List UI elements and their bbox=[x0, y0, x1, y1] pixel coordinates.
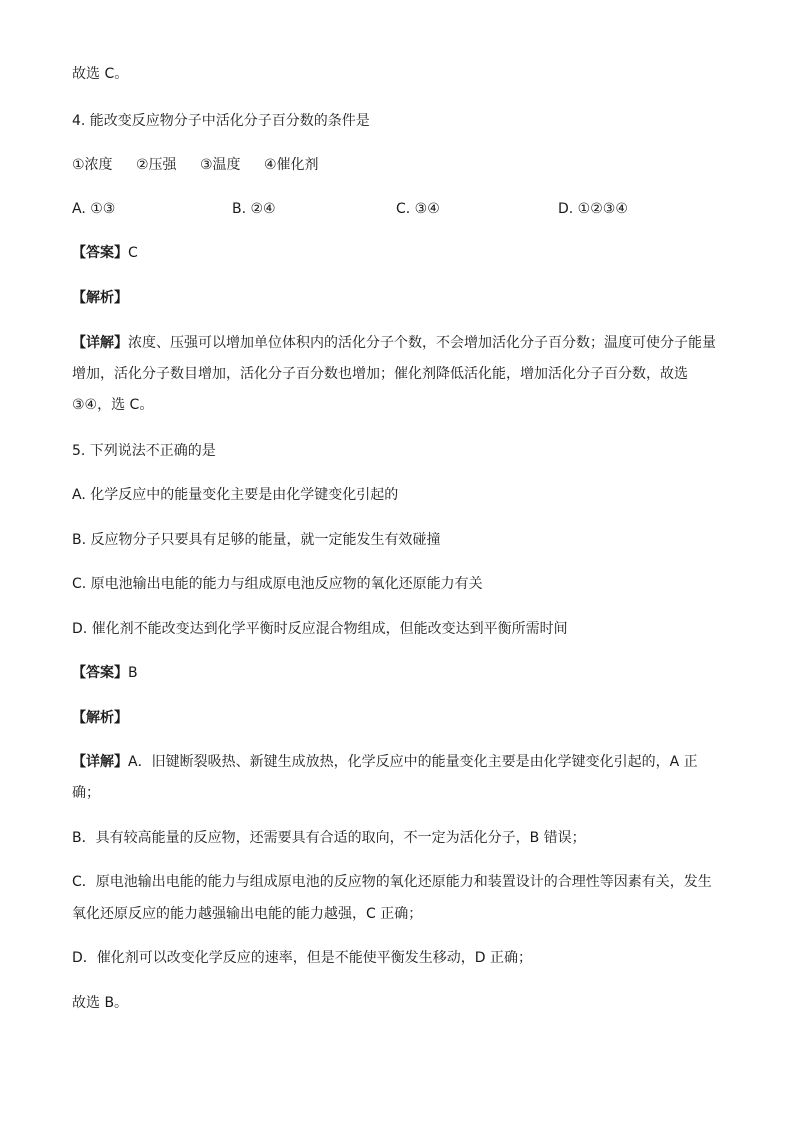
q5-detail-line-6: D．催化剂可以改变化学反应的速率，但是不能使平衡发生移动，D 正确； bbox=[72, 950, 533, 966]
q5-analysis-tag bbox=[72, 708, 128, 728]
q4-option-d: D. ①②③④ bbox=[558, 201, 628, 217]
previous-conclusion: 故选 C。 bbox=[72, 66, 129, 82]
q4-condition-1: ①浓度 bbox=[72, 157, 113, 173]
q5-detail-line-2: 确； bbox=[72, 785, 100, 801]
q5-answer-value: B bbox=[128, 665, 138, 681]
q5-detail-tag: 【详解】 bbox=[72, 754, 128, 770]
q5-detail-line-5: 氧化还原反应的能力越强输出电能的能力越强，C 正确； bbox=[72, 906, 423, 922]
q4-detail-text-1: 浓度、压强可以增加单位体积内的活化分子个数，不会增加活化分子百分数；温度可使分子能量 bbox=[128, 335, 716, 351]
q4-option-a: A. ①③ bbox=[72, 201, 116, 217]
q5-detail-line-4: C．原电池输出电能的能力与组成原电池的反应物的氧化还原能力和装置设计的合理性等因素有关，发生 bbox=[72, 874, 712, 890]
q5-answer-tag: 【答案】 bbox=[72, 665, 128, 681]
q5-detail-text-1: A．旧键断裂吸热、新键生成放热，化学反应中的能量变化主要是由化学键变化引起的，A 正 bbox=[128, 754, 698, 770]
q5-option-a: A. 化学反应中的能量变化主要是由化学键变化引起的 bbox=[72, 487, 399, 503]
q5-option-b: B. 反应物分子只要具有足够的能量，就一定能发生有效碰撞 bbox=[72, 532, 441, 548]
q4-condition-4: ④催化剂 bbox=[264, 157, 319, 173]
q4-condition-3: ③温度 bbox=[200, 157, 241, 173]
q4-answer-tag: 【答案】 bbox=[72, 245, 128, 261]
question-4-stem: 4. 能改变反应物分子中活化分子百分数的条件是 bbox=[72, 113, 370, 129]
q4-option-b: B. ②④ bbox=[232, 201, 276, 217]
q5-detail-line-1 bbox=[72, 752, 698, 772]
question-5-stem: 5. 下列说法不正确的是 bbox=[72, 443, 216, 459]
q4-detail-line-1 bbox=[72, 333, 716, 353]
q4-detail-line-3: ③④，选 C。 bbox=[72, 397, 154, 413]
q4-detail-line-2: 增加，活化分子数目增加，活化分子百分数也增加；催化剂降低活化能，增加活化分子百分数，故选 bbox=[72, 366, 688, 382]
q4-detail-tag: 【详解】 bbox=[72, 335, 128, 351]
q4-analysis-label: 【解析】 bbox=[72, 290, 128, 306]
q4-option-c: C. ③④ bbox=[396, 201, 440, 217]
q4-answer-value: C bbox=[128, 245, 138, 261]
q5-analysis-label: 【解析】 bbox=[72, 710, 128, 726]
q4-analysis-tag bbox=[72, 288, 128, 308]
q5-option-c: C. 原电池输出电能的能力与组成原电池反应物的氧化还原能力有关 bbox=[72, 576, 483, 592]
q5-detail-line-3: B．具有较高能量的反应物，还需要具有合适的取向，不一定为活化分子，B 错误； bbox=[72, 830, 586, 846]
q4-condition-2: ②压强 bbox=[136, 157, 177, 173]
q5-answer bbox=[72, 663, 138, 683]
q4-answer bbox=[72, 243, 138, 263]
q5-option-d: D. 催化剂不能改变达到化学平衡时反应混合物组成，但能改变达到平衡所需时间 bbox=[72, 621, 568, 637]
q5-conclusion: 故选 B。 bbox=[72, 995, 129, 1011]
